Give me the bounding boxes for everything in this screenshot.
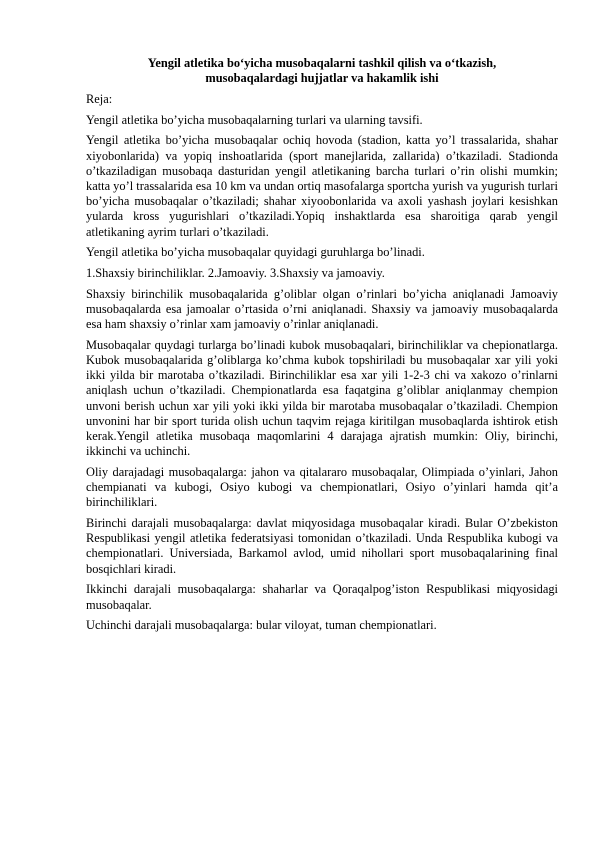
body-paragraph: Shaxsiy birinchilik musobaqalarida g’oliblar olgan o’rinlari bo’yicha aniqlanadi Jamoaviy musobaqalarda esa jamoalar o’rtasida o’rni aniqlanadi. Shaxsiy va jamoaviy musobaqalarda esa ham shaxsiy o’rinlar xam jamoaviy o’rinlar aniqlanadi. xyxy=(86,286,558,332)
title-line-2: musobaqalardagi hujjatlar va hakamlik ishi xyxy=(205,71,439,85)
body-paragraph: Birinchi darajali musobaqalarga: davlat miqyosidaga musobaqalar kiradi. Bular O’zbekiston Respublikasi yengil atletika federatsiyasi tomonidan o’tkaziladi. Unda Respublika kubogi va chempionatlari. Universiada, Barkamol avlod, umid nihollari sport musobaqalarining final bosqichlari kiradi. xyxy=(86,516,558,576)
body-paragraph: Oliy darajadagi musobaqalarga: jahon va qitalararo musobaqalar, Olimpiada o’yinlari, Jahon chempianati va kubogi, Osiyo kubogi va chempionatlari, Osiyo o’yinlari hamda qit’a birinchiliklari. xyxy=(86,464,558,510)
body-paragraph: Uchinchi darajali musobaqalarga: bular viloyat, tuman chempionatlari. xyxy=(86,618,437,633)
title-line-1: Yengil atletika bo‘yicha musobaqalarni tashkil qilish va o‘tkazish, xyxy=(147,56,497,70)
body-paragraph: Yengil atletika bo’yicha musobaqalar quyidagi guruhlarga bo’linadi. xyxy=(86,245,425,260)
document-title xyxy=(86,56,558,86)
plan-label: Reja: xyxy=(86,92,113,106)
document-page xyxy=(86,56,558,639)
body-paragraph: Yengil atletika bo’yicha musobaqalar ochiq hovoda (stadion, katta yo’l trassalarida, shahar xiyobonlarida) va yopiq inshoatlarida (sport manejlarida, zallarida) o’tkaziladi. Stadionda o’tkaziladigan musobaqa dasturidan yengil atletikaning barcha turlari o’rin olishi mumkin; katta yo’l trassalarida esa 10 km va undan ortiq masofalarga sportcha yurish va yugurish turlari bo’yicha musobaqalar o’tkaziladi; shahar xiyoobonlarida va axoli yashash joylari kesishkan yularda kross yugurishlari o’tkaziladi.Yopiq inshaktlarda esa sharoitiga qarab yengil atletikaning ayrim turlari o’tkaziladi. xyxy=(86,133,558,239)
body-paragraph: 1.Shaxsiy birinchiliklar. 2.Jamoaviy. 3.Shaxsiy va jamoaviy. xyxy=(86,266,385,281)
plan-item: Yengil atletika bo’yicha musobaqalarning turlari va ularning tavsifi. xyxy=(86,112,423,127)
body-paragraph: Musobaqalar quydagi turlarga bo’linadi kubok musobaqalari, birinchiliklar va chepionatlarga. Kubok musobaqalarida g’oliblarga ko’chma kubok topshiriladi bu musobaqalar xar yili yoki ikki yilda bir marotaba o’tkaziladi. Birinchiliklar esa xar yili 1-2-3 chi va xakozo o’rinlarni aniqlash uchun o’tkaziladi. Chempionatlarda esa faqatgina g’oliblar aniqlanmay chempion unvoni berish uchun xar yili yoki ikki yilda bir marotaba musobaqalar o’tkaziladi. Chempion unvonini har bir sport turida olish uchun taqvim rejaga kiritilgan musobaqlarda ishtirok etish kerak.Yengil atletika musobaqa maqomlarini 4 darajaga ajratish mumkin: Oliy, birinchi, ikkinchi va uchinchi. xyxy=(86,337,558,459)
body-paragraph: Ikkinchi darajali musobaqalarga: shaharlar va Qoraqalpog’iston Respublikasi miqyosidagi musobaqalar. xyxy=(86,582,558,612)
